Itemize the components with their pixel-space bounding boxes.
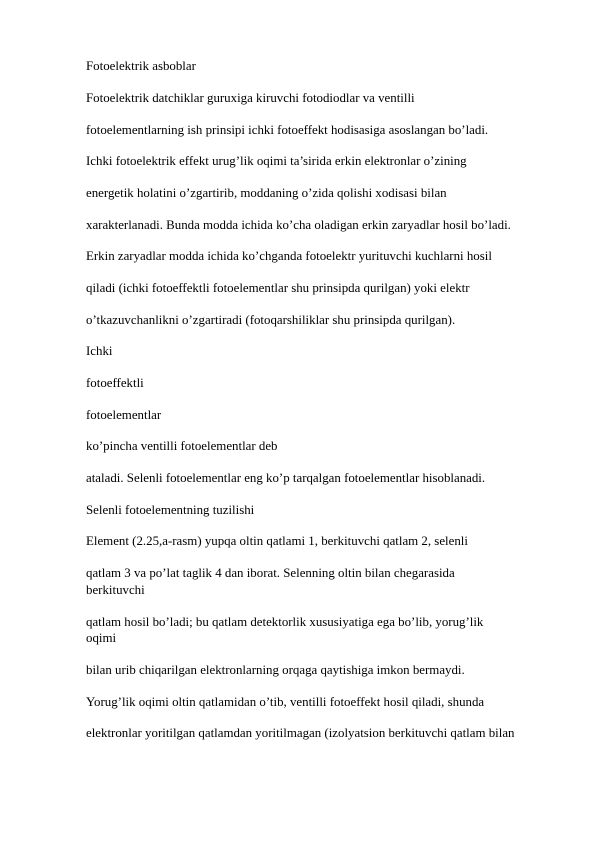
text-line: oqimi <box>86 631 117 645</box>
text-line: ataladi. Selenli fotoelementlar eng ko’p tarqalgan fotoelementlar hisoblanadi. <box>86 471 486 485</box>
text-line: Ichki <box>86 344 113 358</box>
text-line: Element (2.25,a-rasm) yupqa oltin qatlami 1, berkituvchi qatlam 2, selenli <box>86 534 468 548</box>
text-line: Fotoelektrik datchiklar guruxiga kiruvchi fotodiodlar va ventilli <box>86 91 415 105</box>
text-line: o’tkazuvchanlikni o’zgartiradi (fotoqarshiliklar shu prinsipda qurilgan). <box>86 313 456 327</box>
text-line: elektronlar yoritilgan qatlamdan yoritilmagan (izolyatsion berkituvchi qatlam bilan <box>86 726 515 740</box>
text-line: Ichki fotoelektrik effekt urug’lik oqimi ta’sirida erkin elektronlar o’zining <box>86 154 467 168</box>
document-heading: Fotoelektrik asboblar <box>86 59 196 73</box>
text-line: fotoeffektli <box>86 376 144 390</box>
text-line: Yorug’lik oqimi oltin qatlamidan o’tib, ventilli fotoeffekt hosil qiladi, shunda <box>86 695 485 709</box>
section-heading: Selenli fotoelementning tuzilishi <box>86 503 255 517</box>
text-line: bilan urib chiqarilgan elektronlarning orqaga qaytishiga imkon bermaydi. <box>86 663 465 677</box>
text-line: berkituvchi <box>86 583 145 597</box>
text-line: Erkin zaryadlar modda ichida ko’chganda fotoelektr yurituvchi kuchlarni hosil <box>86 249 492 263</box>
text-line: fotoelementlar <box>86 408 162 422</box>
text-line: fotoelementlarning ish prinsipi ichki fotoeffekt hodisasiga asoslangan bo’ladi. <box>86 123 489 137</box>
text-line: qatlam 3 va po’lat taglik 4 dan iborat. Selenning oltin bilan chegarasida <box>86 566 455 580</box>
text-line: qiladi (ichki fotoeffektli fotoelementlar shu prinsipda qurilgan) yoki elektr <box>86 281 470 295</box>
text-line: qatlam hosil bo’ladi; bu qatlam detektorlik xususiyatiga ega bo’lib, yorug’lik <box>86 615 484 629</box>
text-line: ko’pincha ventilli fotoelementlar deb <box>86 439 278 453</box>
text-line: xarakterlanadi. Bunda modda ichida ko’cha oladigan erkin zaryadlar hosil bo’ladi. <box>86 218 511 232</box>
text-line: energetik holatini o’zgartirib, moddaning o’zida qolishi xodisasi bilan <box>86 186 447 200</box>
